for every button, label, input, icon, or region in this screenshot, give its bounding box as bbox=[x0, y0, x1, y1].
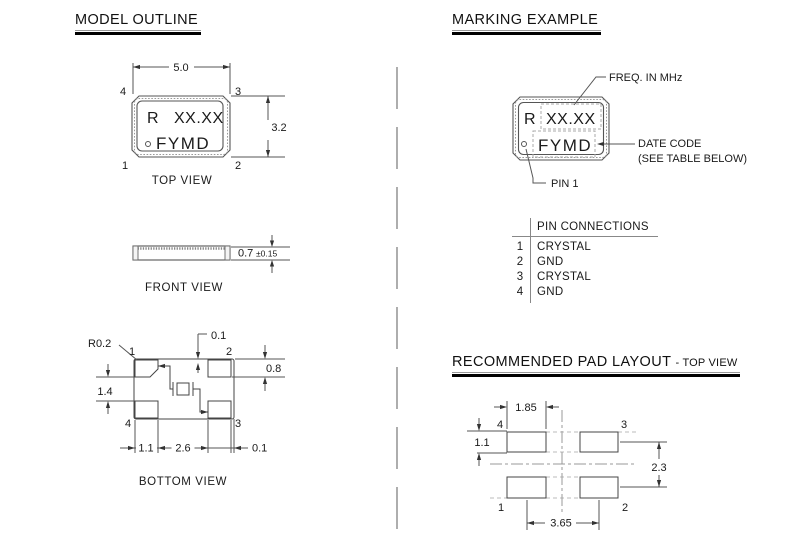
title-rule bbox=[75, 32, 201, 35]
pad-layout-drawing bbox=[450, 385, 770, 543]
front-end-cap-right bbox=[225, 246, 230, 260]
bottom-view-drawing bbox=[80, 320, 315, 495]
dim-pad-gap-horizontal-label: 2.6 bbox=[175, 442, 191, 455]
marking-prefix: R bbox=[524, 111, 537, 128]
marking-date-code: FYMD bbox=[156, 134, 211, 153]
bottom-view-pin-2: 2 bbox=[225, 346, 233, 358]
pad-layout-title-text: RECOMMENDED PAD LAYOUT bbox=[452, 354, 672, 370]
table-row bbox=[505, 241, 685, 255]
dim-pad-gap-vertical-label: 1.4 bbox=[97, 386, 113, 398]
marking-frequency: XX.XX bbox=[174, 110, 224, 127]
dim-layout-pad-width-label: 1.85 bbox=[515, 402, 537, 414]
bottom-view-pin-3: 3 bbox=[234, 418, 242, 430]
pad-4 bbox=[135, 401, 158, 418]
dim-top-offset bbox=[196, 330, 226, 373]
pin-connections-table bbox=[505, 215, 685, 310]
layout-pad-2 bbox=[580, 477, 618, 498]
dim-pad-height bbox=[232, 345, 285, 391]
dim-right-offset-label: 0.1 bbox=[252, 442, 268, 455]
pin-number: 3 bbox=[516, 271, 524, 283]
pin-connection: CRYSTAL bbox=[537, 241, 592, 253]
date-code-callout-label-1: DATE CODE bbox=[638, 138, 702, 150]
pin-connections-header: PIN CONNECTIONS bbox=[537, 221, 649, 233]
title-rule bbox=[452, 32, 601, 35]
dim-width-label: 5.0 bbox=[173, 62, 189, 74]
layout-pin-3: 3 bbox=[620, 419, 628, 431]
pad-layout-title-suffix: - TOP VIEW bbox=[675, 357, 738, 369]
layout-pin-4: 4 bbox=[496, 419, 504, 431]
top-view-pin-4: 4 bbox=[119, 86, 127, 98]
front-view-label: FRONT VIEW bbox=[145, 282, 223, 294]
title-rule bbox=[452, 374, 740, 377]
pad-edge-dashed-lines bbox=[490, 432, 636, 498]
marking-example-title-text: MARKING EXAMPLE bbox=[452, 12, 601, 31]
bottom-view-pin-1: 1 bbox=[128, 346, 136, 358]
marking-example-drawing bbox=[450, 50, 780, 195]
pin-number: 1 bbox=[516, 241, 524, 253]
pin-number: 2 bbox=[516, 256, 524, 268]
date-code-callout-label-2: (SEE TABLE BELOW) bbox=[638, 153, 748, 165]
dim-layout-pitch-horizontal bbox=[527, 500, 599, 530]
table-row bbox=[505, 271, 685, 285]
dim-top-offset-label: 0.1 bbox=[211, 330, 227, 342]
layout-pin-2: 2 bbox=[621, 502, 629, 514]
table-horizontal-rule bbox=[512, 236, 658, 237]
pin1-callout-label: PIN 1 bbox=[551, 178, 579, 190]
section-title-model-outline bbox=[75, 11, 201, 35]
table-row bbox=[505, 256, 685, 270]
column-divider-line bbox=[392, 0, 402, 546]
dim-pad-width-label: 1.1 bbox=[138, 442, 154, 455]
front-body bbox=[133, 246, 230, 260]
dim-height bbox=[231, 96, 287, 157]
layout-pad-4 bbox=[507, 432, 546, 452]
dim-thickness bbox=[231, 235, 290, 273]
table-row bbox=[505, 286, 685, 300]
dim-layout-pad-height-label: 1.1 bbox=[474, 437, 490, 449]
section-title-pad-layout bbox=[452, 353, 740, 377]
dim-layout-pitch-vertical-label: 2.3 bbox=[651, 462, 667, 474]
layout-pin-1: 1 bbox=[497, 502, 505, 514]
top-view-drawing bbox=[90, 50, 310, 200]
dim-thickness-tolerance: ±0.15 bbox=[256, 248, 278, 259]
pin-connection: CRYSTAL bbox=[537, 271, 592, 283]
dim-thickness-label: 0.7 bbox=[238, 247, 254, 260]
top-view-pin-2: 2 bbox=[234, 160, 242, 172]
dim-layout-pad-width bbox=[494, 401, 559, 429]
pad-3 bbox=[208, 401, 231, 418]
front-view-drawing bbox=[90, 235, 310, 300]
dim-height-label: 3.2 bbox=[271, 122, 287, 134]
pin-number: 4 bbox=[516, 286, 524, 298]
crystal-symbol bbox=[158, 364, 208, 414]
top-view-pin-3: 3 bbox=[234, 86, 242, 98]
pin-connection: GND bbox=[537, 286, 564, 298]
dim-layout-pitch-horizontal-label: 3.65 bbox=[550, 517, 572, 530]
front-end-cap-left bbox=[133, 246, 138, 260]
bottom-body-outline bbox=[134, 359, 234, 419]
dim-corner-radius-label: R0.2 bbox=[88, 338, 112, 350]
freq-callout-label: FREQ. IN MHz bbox=[609, 72, 683, 84]
dim-width bbox=[133, 62, 230, 94]
top-view-label: TOP VIEW bbox=[151, 175, 213, 187]
marking-prefix: R bbox=[147, 110, 160, 127]
model-outline-title-text: MODEL OUTLINE bbox=[75, 12, 201, 31]
dim-pad-gap-vertical bbox=[96, 364, 134, 414]
layout-pad-1 bbox=[507, 477, 546, 498]
dim-pad-height-label: 0.8 bbox=[266, 363, 282, 375]
layout-pad-3 bbox=[580, 432, 618, 452]
bottom-view-label: BOTTOM VIEW bbox=[138, 476, 228, 488]
top-view-pin-1: 1 bbox=[121, 160, 129, 172]
section-title-marking-example bbox=[452, 11, 601, 35]
marking-date-code: FYMD bbox=[538, 136, 593, 155]
bottom-view-pin-4: 4 bbox=[124, 418, 132, 430]
pin-connection: GND bbox=[537, 256, 564, 268]
marking-frequency: XX.XX bbox=[546, 111, 596, 128]
dim-bottom-chain bbox=[120, 419, 267, 455]
pad-1 bbox=[135, 360, 158, 377]
pad-2 bbox=[208, 360, 231, 377]
